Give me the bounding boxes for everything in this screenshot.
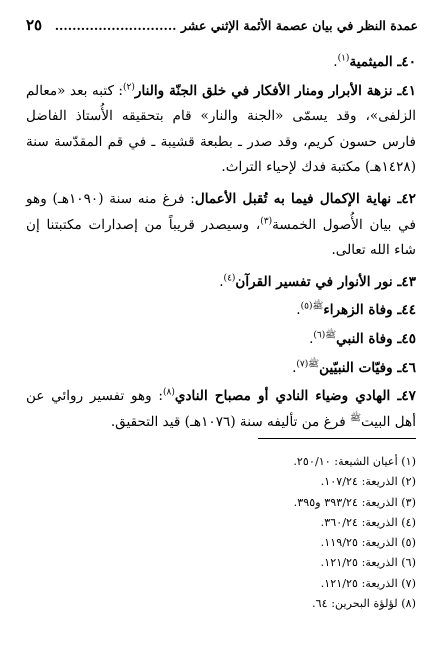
footnote-3: (٣) الذريعة: ٣٩٣/٢٤ و٣٩٥.	[293, 495, 416, 509]
entry-45	[26, 327, 416, 353]
footnote-separator	[258, 438, 416, 439]
footnotes	[26, 452, 416, 614]
footnote-1: (١) أعيان الشيعة: ٢٥٠/١٠.	[293, 455, 416, 468]
entry-title: ٤٢ـ نهاية الإكمال فيما به تُقبل الأعمال	[194, 190, 416, 207]
footnote-7: (٧) الذريعة: ١٢١/٢٥.	[320, 576, 416, 590]
main-text	[26, 50, 416, 438]
entry-43	[26, 270, 416, 296]
footnote-ref: (٢)	[123, 82, 135, 93]
footnote-6: (٦) الذريعة: ١٢١/٢٥.	[320, 556, 416, 570]
entry-text-continued: ، وسيصدر قريباً من إصدارات مكتبتنا إن شاء الله تعالى.	[26, 216, 416, 259]
entry-text: .	[292, 359, 297, 376]
entry-title: ٤٥ـ وفاة النبي	[336, 330, 416, 347]
footnote-ref: (٧)	[296, 359, 309, 369]
entry-text: .	[309, 330, 314, 347]
footnote-8: (٨) لؤلؤة البحرين: ٦٤.	[312, 597, 416, 611]
footnote-2: (٢) الذريعة: ١٠٧/٢٤.	[320, 475, 416, 489]
entry-title: ٤٧ـ الهادي وضياء النادي أو مصباح النادي	[174, 388, 416, 405]
entry-title: ٤٣ـ نور الأنوار في تفسير القرآن	[235, 273, 416, 290]
honorific-symbol: ﷺ	[350, 413, 361, 424]
entry-47	[26, 384, 416, 435]
footnote-ref: (٥)	[300, 301, 313, 312]
footnote-ref: (١)	[337, 53, 350, 64]
entry-40	[26, 50, 416, 76]
entry-text: : وهو تفسير روائي عن أهل البيت	[26, 388, 416, 430]
entry-text: .	[296, 302, 301, 319]
entry-title: ٤١ـ نزهة الأبرار ومنار الأفكار في خلق الجنّة والنار	[134, 82, 416, 99]
entry-text: : فرغ منه سنة (١٠٩٠هـ) وهو في بيان الأُصول الخمسة	[26, 190, 416, 233]
footnote-ref: (٤)	[223, 273, 236, 284]
page-header	[26, 14, 418, 36]
honorific-symbol: ﷺ	[312, 301, 324, 312]
entry-title: ٤٠ـ الميثمية	[349, 54, 416, 70]
footnote-4: (٤) الذريعة: ٣٦٠/٢٤.	[320, 515, 416, 529]
entry-42	[26, 187, 416, 264]
footnote-5: (٥) الذريعة: ١١٩/٢٥.	[320, 536, 416, 550]
honorific-symbol: ﷺ	[308, 359, 320, 369]
entry-44	[26, 298, 416, 324]
entry-text: : كتبه بعد «معالم الزلفى»، وقد يسمّى «الجنة والنار» قام بتحقيقه الأُستاذ الفاضل فارس حسون كريم، وقد صدر ـ بطبعة قشيبة ـ في قم المقدّسة سنة (١٤٢٨هـ) مكتبة فدك لإحياء التراث.	[26, 82, 416, 176]
footnote-ref: (٦)	[313, 330, 326, 341]
page-number: ٢٥	[26, 16, 43, 34]
entry-41	[26, 79, 416, 181]
honorific-symbol: ﷺ	[325, 330, 337, 341]
entry-text: .	[333, 54, 338, 70]
entry-46	[26, 356, 416, 382]
entry-text: .	[219, 273, 224, 290]
entry-title: ٤٦ـ وفيّات النبيّين	[319, 359, 416, 376]
entry-title: ٤٤ـ وفاة الزهراء	[323, 302, 416, 319]
footnote-ref: (٨)	[162, 387, 175, 398]
footnote-ref: (٣)	[260, 216, 273, 227]
entry-text-continued: فرغ من تأليفه سنة (١٠٧٦هـ) قيد التحقيق.	[110, 413, 351, 430]
running-title: عمدة النظر في بيان عصمة الأئمة الإثني عشر ............................	[54, 17, 418, 33]
